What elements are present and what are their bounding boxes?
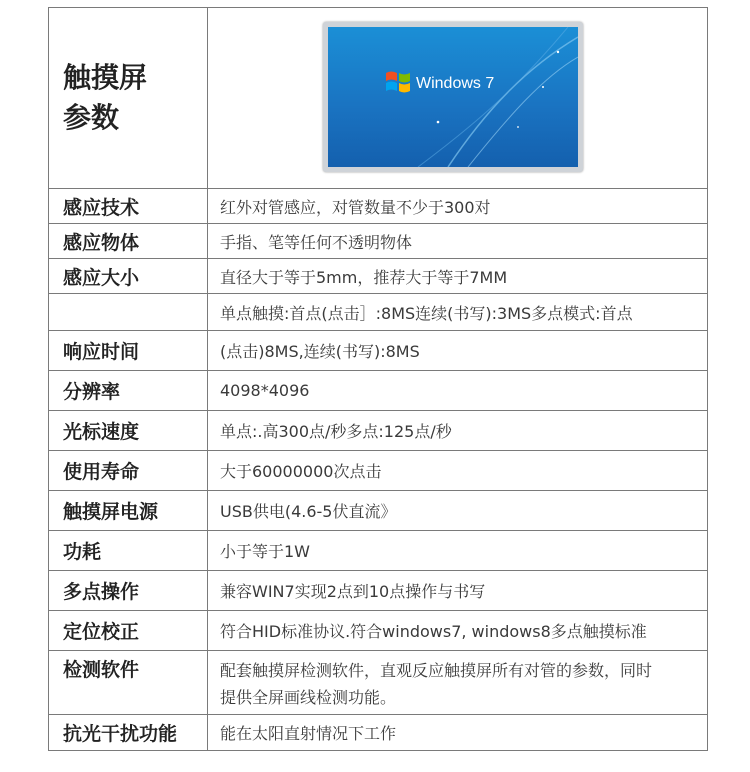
row-label: 感应大小 [49,259,208,294]
row-value: 大于60000000次点击 [208,451,708,491]
row-label: 光标速度 [49,411,208,451]
row-label: 响应时间 [49,331,208,371]
row-value: 兼容WIN7实现2点到10点操作与书写 [208,571,708,611]
row-value: 直径大于等于5mm，推荐大于等于7MM [208,259,708,294]
table-row [49,294,708,331]
row-value-line2: 提供全屏画线检测功能。 [220,687,397,707]
table-row [49,371,708,411]
table-row [49,259,708,294]
product-image-cell [208,8,708,189]
spec-table [48,7,708,751]
table-row [49,491,708,531]
row-label: 检测软件 [49,651,208,715]
touchscreen-image [323,22,583,172]
table-row [49,224,708,259]
row-label: 使用寿命 [49,451,208,491]
row-value: USB供电(4.6-5伏直流》 [208,491,708,531]
table-row [49,611,708,651]
header-title-cell [49,8,208,189]
row-label: 定位校正 [49,611,208,651]
row-label: 多点操作 [49,571,208,611]
row-label: 感应技术 [49,189,208,224]
row-label: 感应物体 [49,224,208,259]
row-value: 符合HID标准协议.符合windows7, windows8多点触摸标准 [208,611,708,651]
table-row [49,651,708,715]
row-label: 抗光干扰功能 [49,715,208,751]
row-value: (点击)8MS,连续(书写):8MS [208,331,708,371]
table-row [49,715,708,751]
table-row [49,189,708,224]
row-value: 4098*4096 [208,371,708,411]
row-value-line1: 配套触摸屏检测软件，直观反应触摸屏所有对管的参数，同时 [220,660,653,680]
windows-logo-text: Windows 7 [416,75,495,92]
row-value: 能在太阳直射情况下工作 [208,715,708,751]
row-label [49,294,208,331]
header-title-line2: 参数 [63,101,120,134]
table-row-header [49,8,708,189]
row-label: 功耗 [49,531,208,571]
table-row [49,411,708,451]
header-title-line1: 触摸屏 [63,61,148,94]
wallpaper-swirl [328,27,578,167]
row-value: 单点:.高300点/秒多点:125点/秒 [208,411,708,451]
row-value: 单点触摸:首点(点击］:8MS连续(书写):3MS多点模式:首点 [208,294,708,331]
table-row [49,571,708,611]
table-row [49,531,708,571]
row-label: 触摸屏电源 [49,491,208,531]
table-row [49,451,708,491]
row-value [208,651,708,715]
row-value: 红外对管感应，对管数量不少于300对 [208,189,708,224]
table-row [49,331,708,371]
row-value: 手指、笔等任何不透明物体 [208,224,708,259]
windows-logo-icon [384,69,412,95]
row-value: 小于等于1W [208,531,708,571]
row-label: 分辨率 [49,371,208,411]
